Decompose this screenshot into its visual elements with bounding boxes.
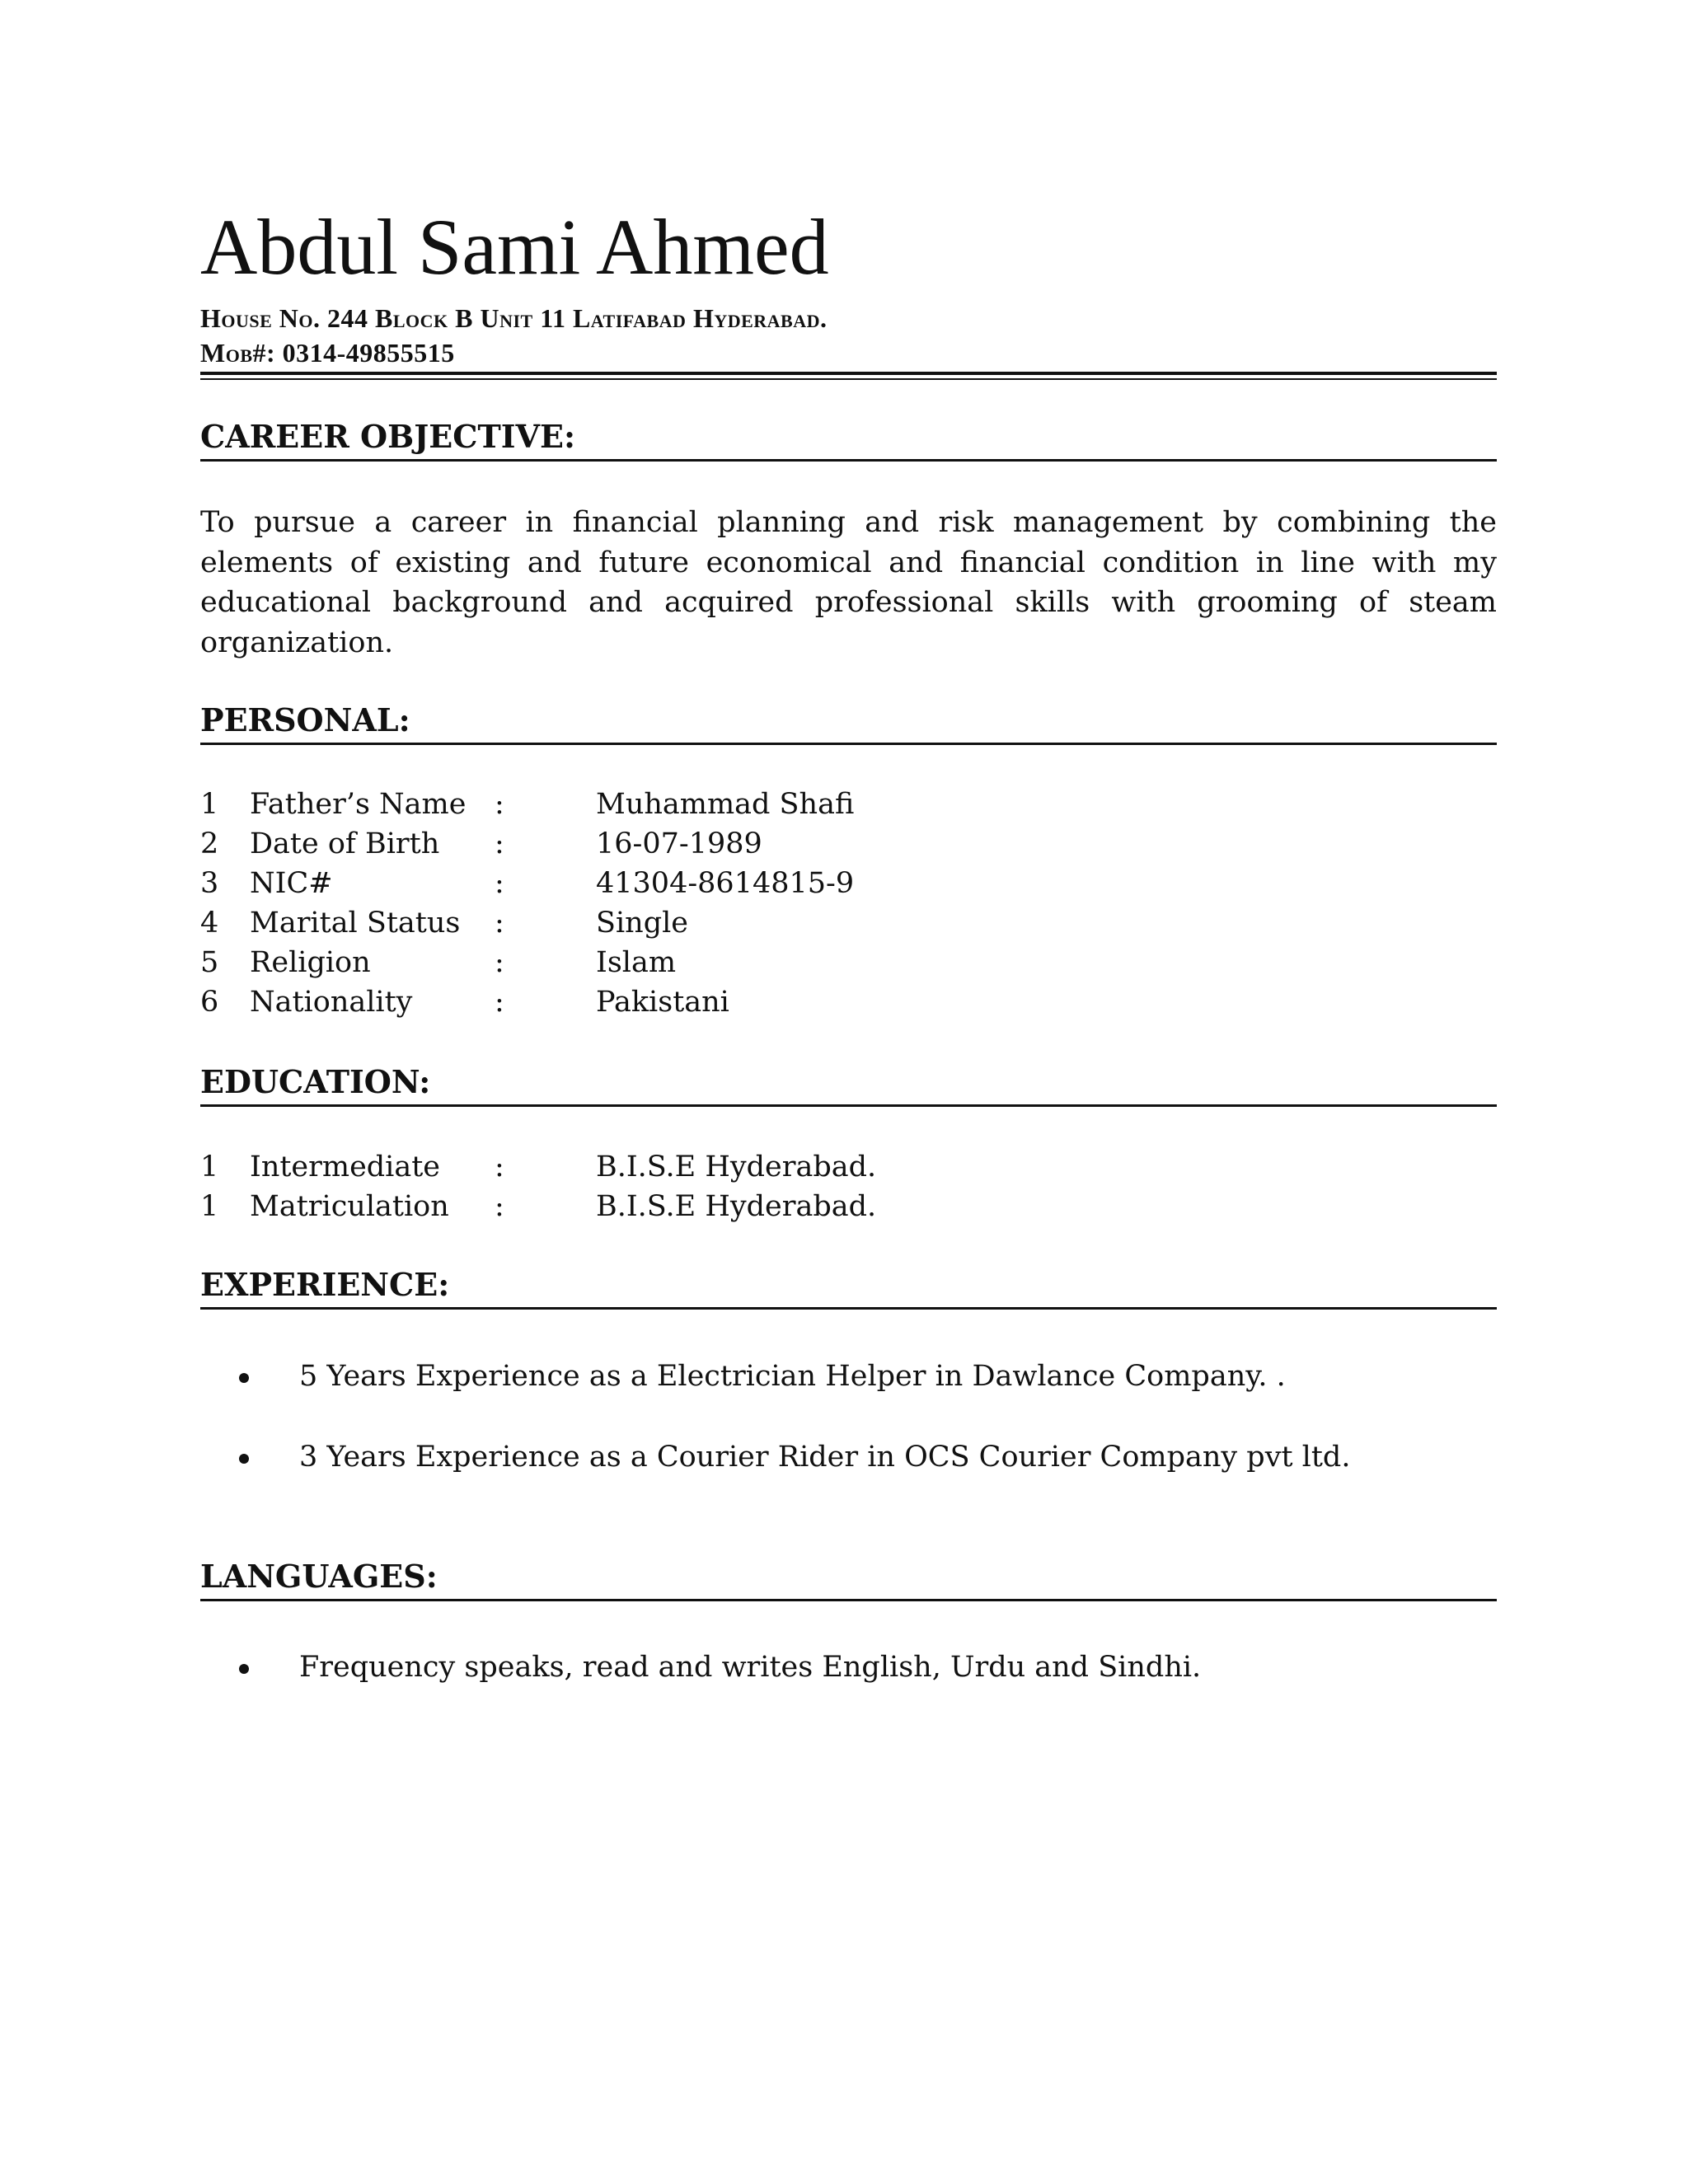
- row-value: 16-07-1989: [596, 827, 762, 860]
- experience-item-text: 5 Years Experience as a Electrician Helper in Dawlance Company. .: [299, 1360, 1286, 1393]
- row-value: Islam: [596, 946, 677, 979]
- row-label: Nationality: [250, 986, 413, 1019]
- row-label: Intermediate: [250, 1151, 441, 1183]
- career-objective-rule: [200, 459, 1497, 462]
- experience-rule: [200, 1307, 1497, 1310]
- row-value: Single: [596, 907, 689, 940]
- bullet-icon: [239, 1454, 249, 1464]
- address-line: House No. 244 Block B Unit 11 Latifabad Hyderabad.: [200, 303, 828, 333]
- row-number: 1: [200, 788, 219, 821]
- career-objective-heading: CAREER OBJECTIVE:: [200, 418, 575, 455]
- row-number: 2: [200, 827, 219, 860]
- row-label: NIC#: [250, 867, 333, 900]
- row-value: B.I.S.E Hyderabad.: [596, 1151, 877, 1183]
- row-colon: :: [495, 946, 504, 979]
- row-label: Religion: [250, 946, 371, 979]
- header-divider-thin: [200, 378, 1497, 380]
- row-number: 4: [200, 907, 219, 940]
- row-number: 1: [200, 1190, 219, 1223]
- mobile-line: Mob#: 0314-49855515: [200, 338, 455, 368]
- row-label: Date of Birth: [250, 827, 440, 860]
- languages-heading: LANGUAGES:: [200, 1558, 438, 1595]
- row-number: 1: [200, 1151, 219, 1183]
- career-objective-text: To pursue a career in financial planning and risk management by combining the elements of existing and future economical and financial condition in line with my educational background and acquired professional skills with grooming of steam organization.: [200, 506, 1497, 659]
- row-colon: :: [495, 907, 504, 940]
- row-colon: :: [495, 788, 504, 821]
- row-number: 3: [200, 867, 219, 900]
- row-colon: :: [495, 827, 504, 860]
- row-value: B.I.S.E Hyderabad.: [596, 1190, 877, 1223]
- row-colon: :: [495, 986, 504, 1019]
- header-divider-thick: [200, 372, 1497, 375]
- experience-item-text: 3 Years Experience as a Courier Rider in OCS Courier Company pvt ltd.: [299, 1441, 1351, 1474]
- personal-rule: [200, 743, 1497, 745]
- row-colon: :: [495, 1190, 504, 1223]
- row-label: Marital Status: [250, 907, 461, 940]
- education-heading: EDUCATION:: [200, 1063, 431, 1100]
- language-item-text: Frequency speaks, read and writes English, Urdu and Sindhi.: [299, 1651, 1202, 1684]
- personal-heading: PERSONAL:: [200, 701, 410, 738]
- row-value: 41304-8614815-9: [596, 867, 855, 900]
- row-number: 5: [200, 946, 219, 979]
- experience-heading: EXPERIENCE:: [200, 1266, 450, 1303]
- education-rule: [200, 1104, 1497, 1107]
- row-colon: :: [495, 1151, 504, 1183]
- candidate-name: Abdul Sami Ahmed: [200, 203, 829, 291]
- bullet-icon: [239, 1373, 249, 1383]
- row-label: Father’s Name: [250, 788, 467, 821]
- languages-rule: [200, 1599, 1497, 1601]
- row-value: Pakistani: [596, 986, 729, 1019]
- row-label: Matriculation: [250, 1190, 449, 1223]
- row-number: 6: [200, 986, 219, 1019]
- row-colon: :: [495, 867, 504, 900]
- bullet-icon: [239, 1664, 249, 1674]
- row-value: Muhammad Shafi: [596, 788, 855, 821]
